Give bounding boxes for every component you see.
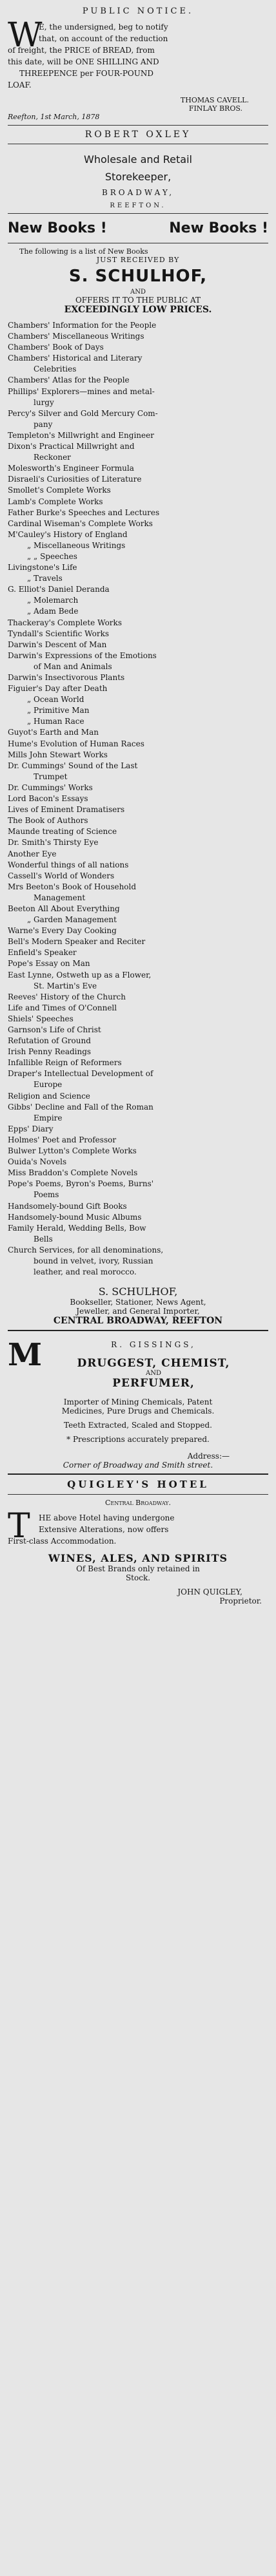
gissing-name: R. GISSINGS,	[111, 1340, 196, 1350]
books-banner-left: New Books !	[8, 220, 107, 236]
book-list-item: Darwin's Insectivorous Plants	[8, 673, 125, 682]
book-list-item: „ Primitive Man	[27, 706, 90, 715]
book-list-item: Dr. Smith's Thirsty Eye	[8, 838, 99, 848]
book-list-item: St. Martin's Eve	[34, 981, 97, 990]
book-list-item: „ Molemarch	[27, 596, 79, 605]
book-list-item: Mills John Stewart Works	[8, 750, 108, 759]
books-prices: EXCEEDINGLY LOW PRICES.	[64, 305, 212, 315]
book-list-item: Dr. Cummings' Works	[8, 782, 93, 792]
book-list-item: Father Burke's Speeches and Lectures	[8, 507, 160, 517]
notice-dropcap: W	[8, 16, 43, 55]
quigley-sub: Central Broadway.	[104, 1499, 172, 1508]
oxley-line-2: Storekeeper,	[104, 171, 172, 183]
gissing-teeth: Teeth Extracted, Scaled and Stopped.	[64, 1421, 212, 1430]
book-list-item: Cardinal Wiseman's Complete Works	[8, 518, 153, 528]
books-banner-right: New Books !	[169, 220, 268, 236]
book-list-item: lurgy	[34, 397, 54, 407]
book-list-item: Draper's Intellectual Development of	[8, 1069, 153, 1079]
book-list-item: Management	[34, 893, 86, 902]
book-list-item: Ouida's Novels	[8, 1157, 67, 1167]
gissing-prescriptions: * Prescriptions accurately prepared.	[66, 1435, 210, 1444]
gissing-line-1: DRUGGEST, CHEMIST,	[77, 1357, 230, 1370]
book-list-item: Holmes' Poet and Professor	[8, 1135, 117, 1144]
book-list-item: Hume's Evolution of Human Races	[8, 739, 144, 748]
book-list-item: G. Elliot's Daniel Deranda	[8, 585, 110, 594]
book-list-item: Europe	[34, 1080, 63, 1090]
quigley-stock: Stock.	[125, 1573, 151, 1583]
notice-date: Reefton, 1st March, 1878	[8, 113, 100, 121]
oxley-name: ROBERT OXLEY	[84, 129, 192, 140]
book-list-item: Templeton's Millwright and Engineer	[8, 430, 154, 440]
book-list-item: East Lynne, Ostweth up as a Flower,	[8, 970, 152, 980]
divider	[8, 1494, 268, 1495]
book-list-item: Figuier's Day after Death	[8, 684, 108, 694]
divider	[8, 125, 268, 126]
divider	[8, 213, 268, 214]
book-list-item: Cassell's World of Wonders	[8, 871, 115, 880]
book-list-item: Reeves' History of the Church	[8, 992, 126, 1001]
quigley-body-continued	[8, 1535, 268, 1547]
book-list-item: Garnson's Life of Christ	[8, 1025, 101, 1034]
notice-line: this date, will be ONE SHILLING AND	[8, 57, 159, 66]
quigley-dropcap: T	[8, 1507, 30, 1546]
book-list-item: Religion and Science	[8, 1091, 90, 1101]
book-list-item: Lord Bacon's Essays	[8, 794, 88, 804]
book-list-item: The Book of Authors	[8, 816, 88, 826]
book-list-item: Church Services, for all denominations,	[8, 1245, 164, 1255]
book-list-item: Lamb's Complete Works	[8, 497, 103, 506]
books-offers: OFFERS IT TO THE PUBLIC AT	[75, 296, 201, 305]
book-list-item: Percy's Silver and Gold Mercury Com-	[8, 408, 158, 418]
books-intro-2: JUST RECEIVED BY	[96, 256, 180, 264]
book-list-item: Phillips' Explorers—mines and metal-	[8, 386, 155, 396]
quigley-best: Of Best Brands only retained in	[76, 1564, 200, 1574]
quigley-wines: WINES, ALES, AND SPIRITS	[48, 1552, 228, 1565]
oxley-line-1: Wholesale and Retail	[84, 153, 192, 166]
book-list-item: Pope's Essay on Man	[8, 959, 90, 969]
book-list-item: Gibbs' Decline and Fall of the Roman	[8, 1102, 153, 1112]
gissing-line-2: PERFUMER,	[112, 1377, 195, 1390]
book-list-item: Miss Braddon's Complete Novels	[8, 1168, 138, 1178]
oxley-line-3: BROADWAY,	[101, 188, 175, 197]
book-list-item: Irish Penny Readings	[8, 1047, 92, 1057]
book-list-item: Warne's Every Day Cooking	[8, 926, 117, 936]
book-list-item: „ Adam Bede	[27, 607, 79, 616]
gissing-address-label: Address:—	[187, 1452, 230, 1461]
book-list-item: Thackeray's Complete Works	[8, 618, 122, 627]
book-list-item: pany	[34, 419, 53, 429]
notice-signature-1: THOMAS CAVELL.	[180, 96, 249, 104]
book-list-item: Bells	[34, 1234, 53, 1244]
book-list-item: Another Eye	[8, 849, 57, 858]
notice-title: PUBLIC NOTICE.	[82, 6, 194, 16]
book-list-item: „ Travels	[27, 574, 63, 583]
books-sig-line-1: Bookseller, Stationer, News Agent,	[70, 1298, 206, 1307]
gissing-body-1: Importer of Mining Chemicals, Patent	[63, 1397, 213, 1407]
quigley-title: QUIGLEY'S HOTEL	[67, 1479, 209, 1491]
book-list-item: Poems	[34, 1190, 59, 1200]
divider	[8, 1473, 268, 1475]
books-seller: S. SCHULHOF,	[68, 267, 208, 286]
quigley-line: HE above Hotel having undergone	[39, 1513, 175, 1523]
book-list-item: Darwin's Descent of Man	[8, 639, 107, 649]
book-list-item: Chambers' Information for the People	[8, 321, 157, 330]
book-list-item: Lives of Eminent Dramatisers	[8, 805, 125, 815]
gissing-header	[8, 1337, 268, 1390]
book-list-item: Empire	[34, 1113, 63, 1122]
books-intro: The following is a list of New Books	[19, 247, 148, 256]
book-list-item: Trumpet	[34, 772, 68, 781]
gissing-and: AND	[146, 1370, 161, 1378]
notice-line: E, the undersigned, beg to notify	[39, 23, 168, 32]
book-list-item: Darwin's Expressions of the Emotions	[8, 650, 157, 660]
gissing-address: Corner of Broadway and Smith street.	[63, 1461, 213, 1470]
book-list-item: Epps' Diary	[8, 1124, 54, 1133]
notice-line: THREEPENCE per FOUR-POUND	[19, 69, 153, 78]
quigley-line: Extensive Alterations, now offers	[39, 1525, 169, 1535]
divider	[8, 1330, 268, 1331]
book-list-item: „ Human Race	[27, 717, 84, 726]
book-list-item: Maunde treating of Science	[8, 827, 117, 837]
book-list-item: Dixon's Practical Millwright and	[8, 442, 135, 451]
book-list-item: „ Garden Management	[27, 915, 117, 925]
books-sig-line-3: CENTRAL BROADWAY, REEFTON	[53, 1316, 223, 1327]
book-list-item: Guyot's Earth and Man	[8, 728, 99, 737]
book-list-item: Disraeli's Curiosities of Literature	[8, 475, 142, 484]
book-list-item: Handsomely-bound Gift Books	[8, 1201, 127, 1211]
book-list-item: Family Herald, Wedding Bells, Bow	[8, 1223, 146, 1233]
book-list-item: Livingstone's Life	[8, 563, 77, 573]
book-list-item: Chambers' Book of Days	[8, 343, 104, 352]
book-list-item: Dr. Cummings' Sound of the Last	[8, 761, 138, 770]
book-list-item: „ Miscellaneous Writings	[27, 540, 126, 550]
quigley-line: First-class Accommodation.	[8, 1537, 117, 1546]
book-list-item: Chambers' Historical and Literary	[8, 354, 143, 363]
book-list-item: Smollet's Complete Works	[8, 486, 111, 495]
book-list	[8, 320, 268, 1278]
book-list-item: Enfield's Speaker	[8, 948, 77, 958]
quigley-signature: JOHN QUIGLEY,	[177, 1587, 242, 1597]
notice-line: that, on account of the reduction	[39, 34, 168, 43]
book-list-item: Bulwer Lytton's Complete Works	[8, 1146, 137, 1156]
book-list-item: „ Ocean World	[27, 695, 84, 705]
book-list-item: Shiels' Speeches	[8, 1014, 74, 1023]
book-list-item: Refutation of Ground	[8, 1036, 91, 1046]
book-list-item: Molesworth's Engineer Formula	[8, 464, 134, 473]
book-list-item: Bell's Modern Speaker and Reciter	[8, 937, 146, 947]
book-list-item: Life and Times of O'Connell	[8, 1003, 117, 1012]
book-list-item: Wonderful things of all nations	[8, 860, 129, 869]
book-list-item: Infallible Reign of Reformers	[8, 1058, 122, 1068]
notice-line: of freight, the PRICE of BREAD, from	[8, 46, 155, 55]
oxley-place: REEFTON.	[110, 202, 166, 209]
books-signature: S. SCHULHOF,	[98, 1285, 178, 1298]
book-list-item: Pope's Poems, Byron's Poems, Burns'	[8, 1179, 154, 1189]
books-banner	[8, 218, 268, 239]
book-list-item: bound in velvet, ivory, Russian	[34, 1256, 153, 1265]
books-and: AND	[130, 289, 146, 296]
quigley-proprietor: Proprietor.	[219, 1596, 262, 1606]
book-list-item: Chambers' Atlas for the People	[8, 375, 130, 385]
book-list-item: leather, and real morocco.	[34, 1267, 137, 1277]
books-sig-line-2: Jeweller, and General Importer,	[76, 1307, 200, 1316]
book-list-item: Reckoner	[34, 453, 71, 462]
book-list-item: Handsomely-bound Music Albums	[8, 1212, 142, 1222]
book-list-item: Chambers' Miscellaneous Writings	[8, 332, 144, 341]
notice-signature-2: FINLAY BROS.	[188, 104, 242, 113]
book-list-item: Mrs Beeton's Book of Household	[8, 882, 137, 891]
notice-body-continued	[8, 44, 268, 91]
book-list-item: of Man and Animals	[34, 661, 112, 671]
gissing-dropcap: M	[8, 1337, 43, 1374]
book-list-item: Beeton All About Everything	[8, 904, 120, 913]
book-list-item: Tyndall's Scientific Works	[8, 629, 110, 638]
gissing-body-2: Medicines, Pure Drugs and Chemicals.	[61, 1406, 215, 1416]
book-list-item: Celebrities	[34, 365, 77, 374]
notice-line: LOAF.	[8, 80, 32, 90]
book-list-item: M'Cauley's History of England	[8, 529, 128, 539]
book-list-item: „ „ Speeches	[27, 551, 77, 561]
